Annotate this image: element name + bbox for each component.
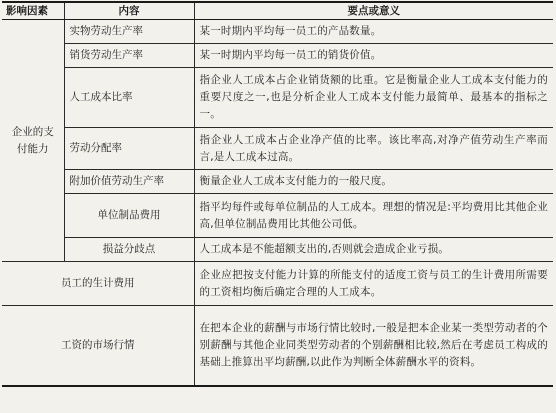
meaning-cell: 衡量企业人工成本支付能力的一般尺度。 — [194, 170, 553, 194]
table-row — [2, 306, 553, 386]
content-cell: 附加价值劳动生产率 — [64, 170, 194, 194]
meaning-cell: 指企业人工成本占企业净产值的比率。该比率高,对净产值劳动生产率而言,是人工成本过高。 — [194, 128, 553, 170]
meaning-cell: 某一时期内平均每一员工的产品数量。 — [194, 20, 553, 44]
table-row — [2, 44, 553, 68]
content-cell: 劳动分配率 — [64, 128, 194, 170]
content-cell: 单位制品费用 — [64, 194, 194, 238]
content-cell: 人工成本比率 — [64, 68, 194, 128]
table-row — [2, 194, 553, 238]
meaning-cell: 指企业人工成本占企业销货额的比重。它是衡量企业人工成本支付能力的重要尺度之一,也是分析企业人工成本支付能力最简单、最基本的指标之一。 — [194, 68, 553, 128]
header-meaning: 要点或意义 — [194, 2, 553, 20]
factor-cell: 工资的市场行情 — [2, 306, 194, 386]
content-cell: 损益分歧点 — [64, 238, 194, 262]
meaning-cell: 人工成本是不能超额支出的,否则就会造成企业亏损。 — [194, 238, 553, 262]
header-factor: 影响因素 — [2, 2, 64, 20]
content-cell: 销货劳动生产率 — [64, 44, 194, 68]
factor-cell: 企业的支付能力 — [2, 20, 64, 262]
factor-cell: 员工的生计费用 — [2, 262, 194, 306]
table-row — [2, 68, 553, 128]
table-row — [2, 128, 553, 170]
meaning-cell: 指平均每件或每单位制品的人工成本。理想的情况是:平均费用比其他企业高,但单位制品费用比其他公司低。 — [194, 194, 553, 238]
table-row — [2, 20, 553, 44]
meaning-cell: 在把本企业的薪酬与市场行情比较时,一般是把本企业某一类型劳动者的个别薪酬与其他企业同类型劳动者的个别薪酬相比较,然后在考虑员工构成的基础上推算出平均薪酬,以此作为判断全体薪酬水平的资料。 — [194, 306, 553, 386]
compensation-factors-table — [2, 1, 553, 387]
content-cell: 实物劳动生产率 — [64, 20, 194, 44]
table-row — [2, 170, 553, 194]
header-content: 内容 — [64, 2, 194, 20]
meaning-cell: 某一时期内平均每一员工的销货价值。 — [194, 44, 553, 68]
meaning-cell: 企业应把按支付能力计算的所能支付的适度工资与员工的生计费用所需要的工资相均衡后确定合理的人工成本。 — [194, 262, 553, 306]
table-row — [2, 262, 553, 306]
table-row — [2, 238, 553, 262]
table-header-row — [2, 2, 553, 20]
